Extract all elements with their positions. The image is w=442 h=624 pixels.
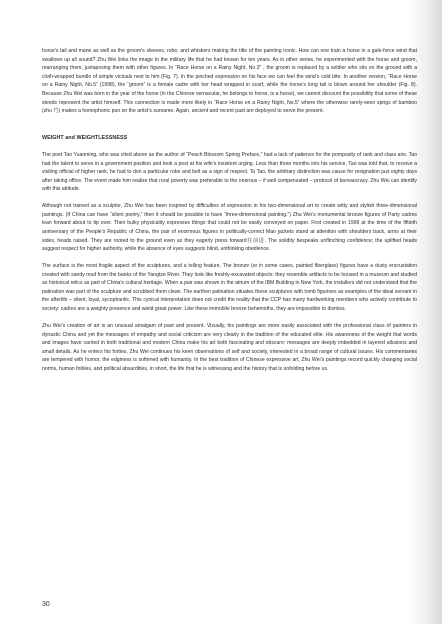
- paragraph: horse’s tail and mane as well as the groom’s sleeves, robe, and whiskers making the title of the painting ironic. How can one train a horse in a gale-force wind that swallows up all sound? Zhu Wei links the image to the military life that he had known for ten years. As in other series, he experimented with the horse and groom, rearranging them, juxtaposing them with other figures. In “Race Horse on a Rainy Night, No.3” , the groom is replaced by a soldier who sits on the ground with a cloth-wrapped bundle of simple victuals next to him (Fig. 7). In the pinched expression on his face we can feel the wind’s cold bite. In another version, “Race Horse on a Rainy Night, No.5” (1998), the “groom” is a female cadre with her head wrapped in scarf, while the horse’s long tail is blown around her shoulder (Fig. 8). Because Zhu Wei was born in the year of the horse (in the Chinese vernacular, he belongs to horse, is a horse), we cannot discount the possibility that some of these steeds represent the artist himself. This connection is made more likely in “Race Horse on a Rainy Night, No.5” where the otherwise rarely-seen sprigs of bamboo (zhu 竹) makes a homophonic pun on the artist’s surname. Again, ancient and recent past are deployed to serve the present.: [42, 48, 417, 115]
- section-heading: WEIGHT and WEIGHTLESSNESS: [42, 134, 128, 141]
- paragraph: Zhu Wei’s creation of art is an unusual amalgam of past and present. Visually, his paintings are more easily associated with the professional class of painters in dynastic China and yet the messages of empathy and social criticism are very clearly in the tradition of the educated elite. His awareness of the weight that words and images have carried in both traditional and modern China make his art both fascinating and obscure: messages are deeply imbedded in layered allusions and small details. As he enters his forties, Zhu Wei continues his keen observations of self and society, interested in a broad range of cultural issues. His commentaries are tempered with humor, the edginess is softened with humanity. In the best tradition of Chinese expressive art, Zhu Wei’s paintings record quickly changing social norms, human foibles, and political absurdities, in short, the life that he is witnessing and the history that is unfolding before us.: [42, 322, 417, 372]
- paragraph: Although not trained as a sculptor, Zhu Wei has been inspired by difficulties of expression in his two-dimensional art to create witty and stylish three-dimensional paintings. (If China can have “silent poetry,” then it should be possible to have “three-dimensional painting.”) Zhu Wei’s monumental bronze figures of Party cadres lean forward about to tip over. Their bulky physicality expresses things that could not be easily conveyed on paper. First created in 1999 at the time of the fiftieth anniversary of the People’s Republic of China, the pair of enormous figures in politically-correct Mao jackets stand at attention with shoulders back, arms at their sides, heads raised. They are rooted to the ground even as they eagerly press forward往前进. The solidity bespeaks unflinching confidence; the uplifted heads suggest respect for higher authority, while the absence of eyes suggests blind, unthinking obedience.: [42, 203, 417, 253]
- paragraph: The surface is the most fragile aspect of the sculptures, and a telling feature. The bronze (or in some cases, painted fiberglass) figures have a dusty encrustation created with sandy mud from the banks of the Yangtze River. They look like freshly-excavated objects: they resemble artifacts to be housed in a museum and studied as historical relics as part of China’s cultural heritage. When a pair was shown in the atrium of the IBM Building in New York, the installers did not understand that the patination was part of the sculpture and scrubbed them clean. The earthen patination situates these sculptures with tomb figurines as examples of the ideal servant in the afterlife – silent, loyal, sycophantic. This cynical interpretation does not credit the reality that the CCP has many hardworking members who actively contribute to society: cadres are a weighty presence and wield great power. Like these immobile bronze behemoths, they are impossible to dismiss.: [42, 263, 417, 313]
- page-number: 30: [42, 601, 50, 608]
- article-body: [42, 47, 417, 382]
- paragraph: The poet Tao Yuanming, who was cited above as the author of “Peach Blossom Spring Preface,” had a lack of patience for the pomposity of rank and class airs. Tao had the talent to serve in a government position and took a post at his wife’s insistent urging. Less than three months into his service, Tao was told that, to receive a visiting official of higher rank, he had to don a particular robe and belt as a sign of respect. To Tao, the arbitrary distinction was cause for resignation just eighty days after taking office. The event made him realize that rural poverty was preferable to the onerous – if well compensated – protocol of bureaucracy. Zhu Wei can identify with this attitude.: [42, 151, 417, 193]
